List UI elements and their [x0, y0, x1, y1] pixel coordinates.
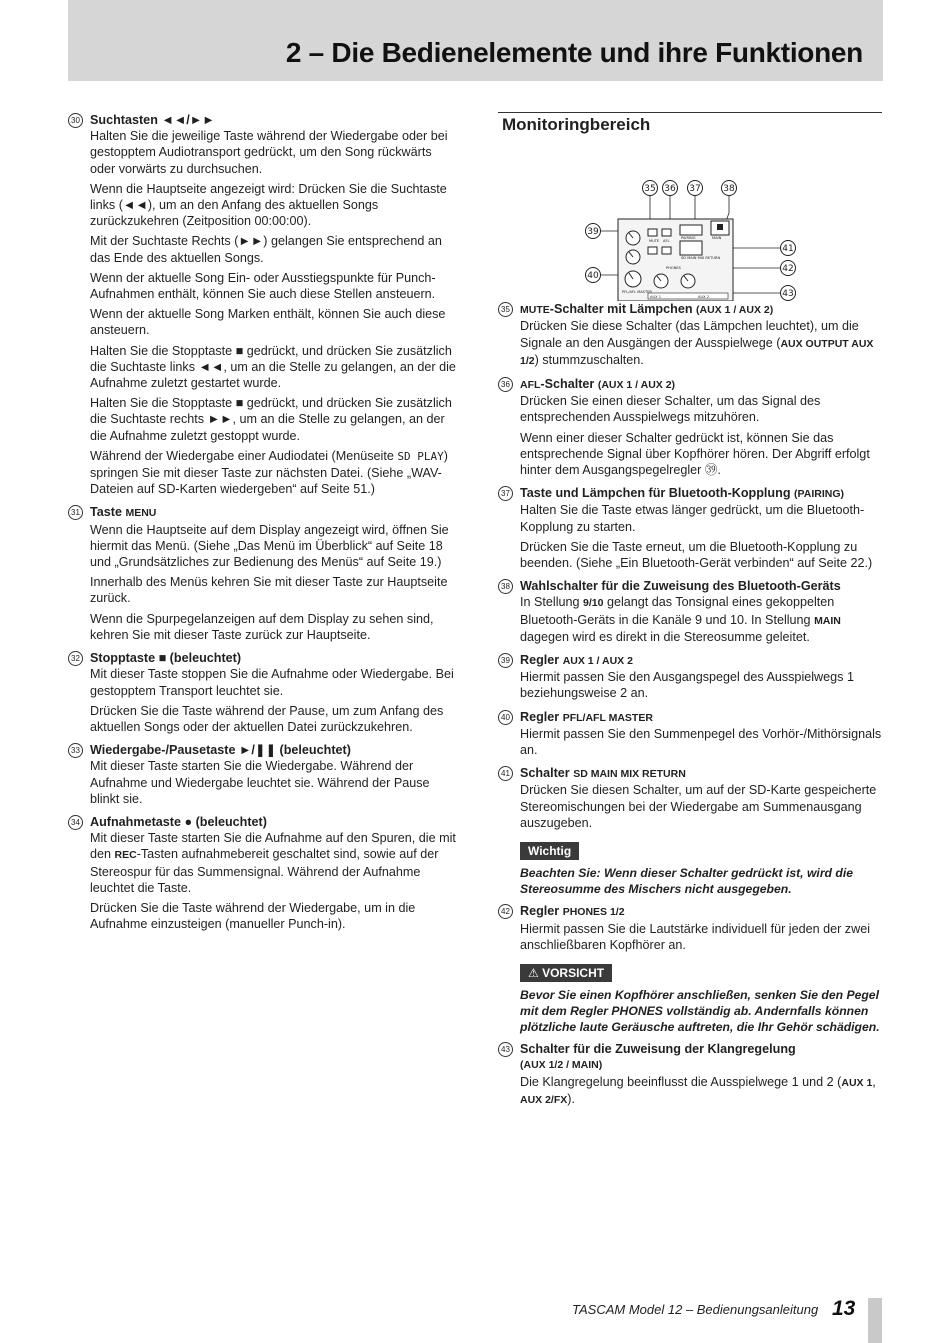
menu-page-label: SD PLAY: [397, 449, 444, 463]
paragraph: Halten Sie die Stopptaste ■ gedrückt, und drücken Sie zusätzlich die Suchtaste rechts ►►, um an die Stelle zu gelangen, an der die Aufnahme zuletzt gestoppt wurde.: [90, 396, 452, 443]
svg-text:35: 35: [644, 184, 656, 195]
item-33-play-pause-key: [68, 742, 456, 807]
item-title: AFL-Schalter (AUX 1 / AUX 2): [520, 377, 676, 392]
item-39-aux-knobs: [498, 652, 882, 702]
item-35-mute-switches: [498, 301, 882, 369]
svg-text:AUX 2: AUX 2: [698, 295, 709, 300]
svg-text:MAIN: MAIN: [712, 236, 722, 241]
paragraph: In Stellung 9/10 gelangt das Tonsignal eines gekoppelten Bluetooth-Geräts in die Kanäle 9 und 10. In Stellung MAIN dagegen wird es direkt in die Stereosumme geleitet.: [520, 595, 841, 644]
paragraph: Drücken Sie die Taste erneut, um die Bluetooth-Kopplung zu beenden. (Siehe „Ein Bluetooth-Gerät verbinden“ auf Seite 22.): [520, 539, 873, 571]
wichtig-label: Wichtig: [520, 842, 579, 860]
item-title: Regler PHONES 1/2: [520, 904, 625, 919]
panel-body: [618, 219, 733, 301]
item-title: Regler PFL/AFL MASTER: [520, 709, 653, 724]
paragraph: Halten Sie die jeweilige Taste während der Wiedergabe oder bei gestopptem Audiotransport gedrückt, um den Song rückwärts oder vorwärts zu durchsuchen.: [90, 129, 448, 176]
paragraph: Wenn die Spurpegelanzeigen auf dem Display zu sehen sind, kehren Sie mit dieser Taste zurück zur Hauptseite.: [90, 611, 434, 642]
item-title: Schalter SD MAIN MIX RETURN: [520, 766, 686, 781]
paragraph: Wenn einer dieser Schalter gedrückt ist, können Sie das entsprechende Signal über Kopfhörer hören. Der Abgriff erfolgt hinter dem Ausgangspegelregler ㊴.: [520, 430, 870, 478]
paragraph: Wenn der aktuelle Song Ein- oder Ausstiegspunkte für Punch-Aufnahmen enthält, können Sie auch diese Stellen ansteuern.: [90, 270, 436, 302]
item-number: 42: [498, 904, 513, 919]
paragraph: Wenn die Hauptseite angezeigt wird: Drücken Sie die Suchtaste links (◄◄), um an den Anfang des aktuellen Songs zurückzukehren (Zeitposition 00:00:00).: [90, 181, 447, 229]
paragraph: Hiermit passen Sie die Lautstärke individuell für jeden der zwei anschließbaren Kopfhörer an.: [520, 921, 871, 952]
item-title: Schalter für die Zuweisung der Klangregelung: [520, 1042, 796, 1057]
callout-38: [722, 181, 737, 196]
item-title: MUTE-Schalter mit Lämpchen (AUX 1 / AUX 2): [520, 302, 774, 317]
item-38-bluetooth-assign: [498, 578, 882, 645]
header-band: [68, 0, 883, 81]
item-number: 32: [68, 651, 83, 666]
callout-40: [586, 268, 601, 283]
callout-35: [643, 181, 658, 196]
svg-text:37: 37: [689, 184, 701, 195]
item-title: Suchtasten ◄◄/►►: [90, 113, 215, 127]
item-43-eq-assign: [498, 1041, 882, 1108]
svg-text:38: 38: [723, 184, 735, 195]
callout-42: [781, 261, 796, 276]
page-number: 13: [832, 1297, 856, 1320]
paragraph: Halten Sie die Taste etwas länger gedrückt, um die Bluetooth-Kopplung zu starten.: [520, 503, 865, 534]
svg-text:AUX 1: AUX 1: [650, 295, 661, 300]
section-title: Monitoringbereich: [502, 115, 651, 134]
item-40-pfl-afl-master: [498, 709, 882, 759]
callout-41: [781, 241, 796, 256]
paragraph: Innerhalb des Menüs kehren Sie mit dieser Taste zur Hauptseite zurück.: [90, 575, 448, 606]
item-34-record-key: [68, 814, 456, 932]
item-number: 41: [498, 766, 513, 781]
item-31-menu-key: [68, 504, 456, 643]
paragraph: Wenn die Hauptseite auf dem Display angezeigt wird, öffnen Sie hiermit das Menü. (Siehe „Das Menü im Überblick“ auf Seite 18 und „Grundsätzliches zur Bedienung des Menüs“ auf Seite 19.): [90, 522, 449, 570]
item-title: Taste und Lämpchen für Bluetooth-Kopplung (PAIRING): [520, 486, 844, 501]
paragraph: Während der Wiedergabe einer Audiodatei (Menüseite SD PLAY) springen Sie mit dieser Taste zur nächsten Datei. (Siehe „WAV-Dateien auf SD-Karten wiedergeben“ auf Seite 51.): [90, 448, 448, 497]
paragraph: Drücken Sie die Taste während der Wiedergabe, um in die Aufnahme einzusteigen (manueller Punch-in).: [90, 900, 416, 932]
left-column: [68, 112, 456, 939]
paragraph: Hiermit passen Sie den Summenpegel des Vorhör-/Mithörsignals an.: [520, 726, 882, 758]
item-41-sd-main-mix-return: [498, 765, 882, 831]
wichtig-text: Beachten Sie: Wenn dieser Schalter gedrückt ist, wird die Stereosumme des Mischers nicht ausgegeben.: [520, 866, 853, 897]
footer-text: TASCAM Model 12 – Bedienungsanleitung: [572, 1302, 819, 1317]
callout-36: [663, 181, 678, 196]
svg-text:MUTE: MUTE: [649, 239, 660, 244]
svg-text:41: 41: [782, 244, 794, 255]
panel-illustration: [498, 141, 882, 301]
wichtig-note: [498, 838, 882, 897]
vorsicht-text: Bevor Sie einen Kopfhörer anschließen, senken Sie den Pegel mit dem Regler PHONES vollständig ab. Andernfalls können plötzliche laute Geräusche auftreten, die Ihr Gehör schädigen.: [520, 988, 880, 1035]
item-number: 31: [68, 505, 83, 520]
item-number: 34: [68, 815, 83, 830]
svg-text:36: 36: [664, 184, 676, 195]
paragraph: Mit dieser Taste starten Sie die Wiedergabe. Während der Aufnahme und Wiedergabe leuchtet sie. Während der Pause blinkt sie.: [90, 759, 430, 806]
monitoring-panel-diagram: [498, 141, 882, 301]
callout-37: [688, 181, 703, 196]
callout-39: [586, 224, 601, 239]
paragraph: Drücken Sie diese Schalter (das Lämpchen leuchtet), um die Signale an den Ausgängen der Ausspielwege (AUX OUTPUT AUX 1/2) stummzuschalten.: [520, 319, 874, 367]
item-number: 30: [68, 113, 83, 128]
svg-text:SD MAIN MIX RETURN: SD MAIN MIX RETURN: [681, 256, 721, 261]
paragraph: Die Klangregelung beeinflusst die Ausspielwege 1 und 2 (AUX 1, AUX 2/FX).: [520, 1074, 876, 1106]
vorsicht-note: [498, 960, 882, 1035]
paragraph: Wenn der aktuelle Song Marken enthält, können Sie auch diese ansteuern.: [90, 307, 446, 338]
item-number: 36: [498, 377, 513, 392]
page-edge-bar: [868, 1298, 882, 1343]
svg-text:39: 39: [587, 227, 599, 238]
svg-text:PHONES: PHONES: [666, 266, 681, 271]
item-title: Aufnahmetaste ● (beleuchtet): [90, 814, 267, 829]
paragraph: Drücken Sie die Taste während der Pause, um zum Anfang des aktuellen Songs oder der aktuellen Datei zurückzukehren.: [90, 703, 444, 734]
paragraph: Hiermit passen Sie den Ausgangspegel des Ausspielwegs 1 beziehungsweise 2 an.: [520, 670, 854, 701]
item-title: Stopptaste ■ (beleuchtet): [90, 651, 242, 666]
page-title: 2 – Die Bedienelemente und ihre Funktionen: [285, 37, 863, 68]
svg-text:PFL/AFL MASTER: PFL/AFL MASTER: [622, 290, 652, 295]
item-number: 33: [68, 743, 83, 758]
svg-text:43: 43: [782, 289, 794, 300]
item-number: 38: [498, 579, 513, 594]
item-number: 37: [498, 486, 513, 501]
item-subtitle: (AUX 1/2 / MAIN): [520, 1059, 603, 1072]
paragraph: Drücken Sie einen dieser Schalter, um das Signal des entsprechenden Ausspielwegs mitzuhören.: [520, 394, 821, 425]
paragraph: Halten Sie die Stopptaste ■ gedrückt, und drücken Sie zusätzlich die Suchtaste links ◄◄, um an die Stelle zu gelangen, an der die Aufnahme zuletzt gestartet wurde.: [90, 343, 456, 391]
item-title: Wiedergabe-/Pausetaste ►/❚❚ (beleuchtet): [90, 743, 351, 758]
item-number: 35: [498, 302, 513, 317]
paragraph: Drücken Sie diesen Schalter, um auf der SD-Karte gespeicherte Stereomischungen bei der Wiedergabe am Summenausgang auszugeben.: [520, 783, 877, 830]
svg-text:40: 40: [587, 271, 599, 282]
item-title: Wahlschalter für die Zuweisung des Bluetooth-Geräts: [520, 579, 841, 594]
paragraph: Mit der Suchtaste Rechts (►►) gelangen Sie entsprechend an das Ende des aktuellen Songs.: [90, 234, 442, 265]
vorsicht-label: ⚠ VORSICHT: [520, 964, 612, 982]
item-36-afl-switches: [498, 376, 882, 478]
warning-icon: ⚠: [528, 965, 543, 980]
callout-43: [781, 286, 796, 301]
item-number: 39: [498, 653, 513, 668]
item-title: Taste MENU: [90, 505, 157, 520]
item-42-phones: [498, 903, 882, 953]
section-divider: [498, 112, 882, 113]
svg-text:42: 42: [782, 264, 794, 275]
item-title: Regler AUX 1 / AUX 2: [520, 653, 633, 668]
paragraph: Mit dieser Taste starten Sie die Aufnahme auf den Spuren, die mit den REC-Tasten aufnahmebereit geschaltet sind, sowie auf der Stereospur für das Summensignal. Während der Aufnahme leuchtet die Taste.: [90, 831, 456, 895]
right-column: [498, 112, 882, 1115]
paragraph: Mit dieser Taste stoppen Sie die Aufnahme oder Wiedergabe. Bei gestopptem Transport leuchtet sie.: [90, 667, 454, 698]
svg-text:AFL: AFL: [663, 239, 670, 244]
svg-text:PAIRING: PAIRING: [681, 236, 696, 241]
item-37-pairing: [498, 485, 882, 571]
item-number: 43: [498, 1042, 513, 1057]
item-number: 40: [498, 710, 513, 725]
item-32-stop-key: [68, 650, 456, 735]
item-30-search-keys: [68, 112, 456, 497]
